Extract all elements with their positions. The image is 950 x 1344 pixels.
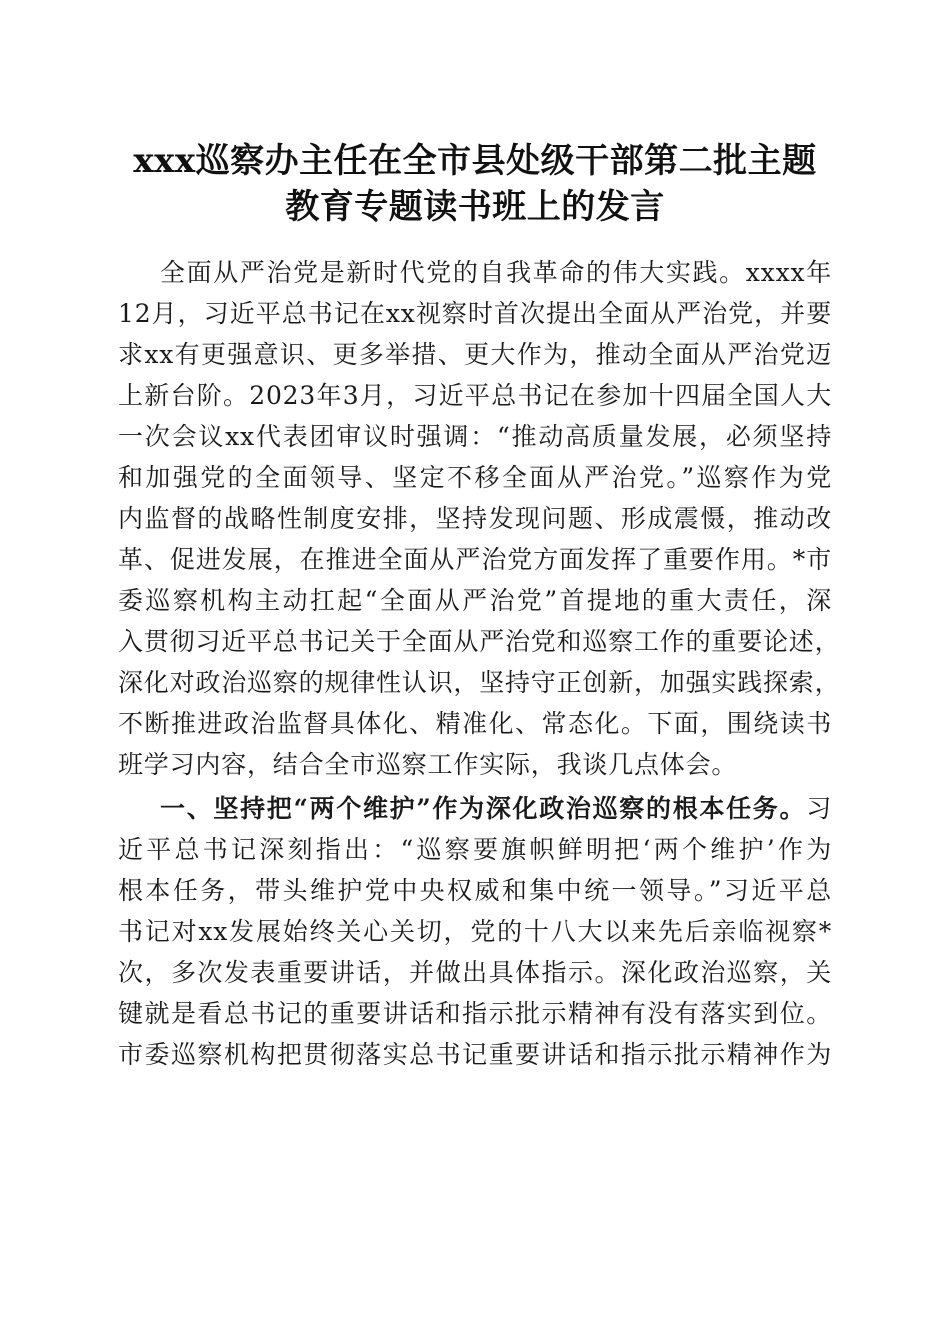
text-line: 内监督的战略性制度安排，坚持发现问题、形成震慑，推动改 <box>118 504 832 533</box>
paragraph-intro <box>118 252 841 785</box>
text-line: 入贯彻习近平总书记关于全面从严治党和巡察工作的重要论述， <box>118 627 841 656</box>
text-line: 12月，习近平总书记在xx视察时首次提出全面从严治党，并要 <box>118 299 832 328</box>
section-1-heading: 一、坚持把“两个维护”作为深化政治巡察的根本任务。 <box>160 794 807 823</box>
document-title <box>100 138 850 230</box>
text-line: 一次会议xx代表团审议时强调：“推动高质量发展，必须坚持 <box>118 422 832 451</box>
paragraph-section-1 <box>118 788 832 1075</box>
title-line-1: xxx巡察办主任在全市县处级干部第二批主题 <box>133 141 817 181</box>
text-line: 求xx有更强意识、更多举措、更大作为，推动全面从严治党迈 <box>118 340 832 369</box>
text-line: 次，多次发表重要讲话，并做出具体指示。深化政治巡察，关 <box>118 958 832 987</box>
text-line: 市委巡察机构把贯彻落实总书记重要讲话和指示批示精神作为 <box>118 1040 832 1069</box>
text-line: 根本任务，带头维护党中央权威和集中统一领导。”习近平总 <box>118 876 832 905</box>
text-line: 班学习内容，结合全市巡察工作实际，我谈几点体会。 <box>118 750 738 779</box>
document-body <box>118 252 841 1075</box>
section-1-first-line-rest: 习 <box>806 794 832 823</box>
text-line: 书记对xx发展始终关心关切，党的十八大以来先后亲临视察* <box>118 917 832 946</box>
text-line: 和加强党的全面领导、坚定不移全面从严治党。”巡察作为党 <box>118 463 832 492</box>
text-line: 不断推进政治监督具体化、精准化、常态化。下面，围绕读书 <box>118 709 832 738</box>
text-line: 键就是看总书记的重要讲话和指示批示精神有没有落实到位。 <box>118 999 832 1028</box>
title-line-2: 教育专题读书班上的发言 <box>285 187 665 227</box>
section-1-first-line <box>118 788 832 829</box>
text-line: 革、促进发展，在推进全面从严治党方面发挥了重要作用。*市 <box>118 545 832 574</box>
text-line: 委巡察机构主动扛起“全面从严治党”首提地的重大责任，深 <box>118 586 832 615</box>
text-line: 上新台阶。2023年3月，习近平总书记在参加十四届全国人大 <box>118 381 832 410</box>
text-line: 深化对政治巡察的规律性认识，坚持守正创新，加强实践探索， <box>118 668 841 697</box>
text-line: 全面从严治党是新时代党的自我革命的伟大实践。xxxx年 <box>160 258 832 287</box>
text-line: 近平总书记深刻指出：“巡察要旗帜鲜明把‘两个维护’作为 <box>118 835 832 864</box>
